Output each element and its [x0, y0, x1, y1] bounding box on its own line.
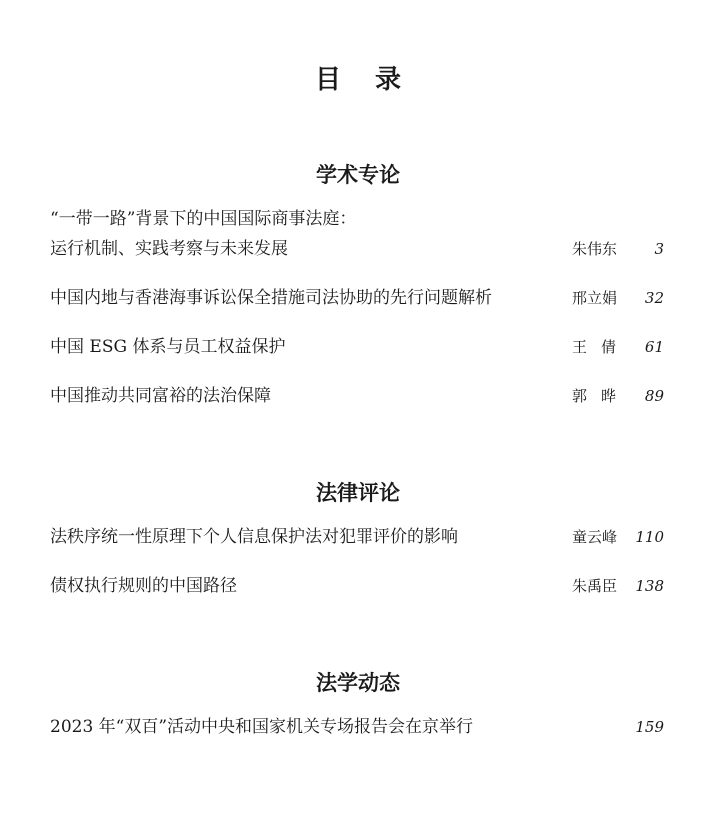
section-heading-law-review: 法律评论 — [316, 480, 400, 505]
entry-author: 朱伟东 — [572, 240, 618, 258]
toc-entry[interactable] — [50, 712, 666, 742]
entry-title-line: 债权执行规则的中国路径 — [50, 576, 237, 596]
entry-page-number: 89 — [644, 387, 664, 405]
entry-title-line: “一带一路”背景下的中国国际商事法庭： — [50, 209, 357, 229]
section-heading-academic: 学术专论 — [316, 162, 400, 187]
toc-entry[interactable] — [50, 522, 666, 552]
toc-entry[interactable] — [50, 283, 666, 313]
page-title: 目录 — [314, 65, 435, 95]
entry-page-number: 110 — [635, 528, 664, 546]
entry-title-line: 中国 ESG 体系与员工权益保护 — [50, 337, 286, 357]
toc-entry[interactable] — [50, 332, 666, 362]
entry-title-line: 法秩序统一性原理下个人信息保护法对犯罪评价的影响 — [50, 527, 458, 547]
entry-author: 朱禹臣 — [572, 577, 618, 595]
toc-entry[interactable] — [50, 204, 666, 264]
entry-title-line: 2023 年“双百”活动中央和国家机关专场报告会在京举行 — [50, 717, 474, 737]
entry-page-number: 61 — [644, 338, 664, 356]
entry-author: 童云峰 — [572, 528, 618, 546]
entry-page-number: 159 — [635, 718, 664, 736]
section-heading-legal-news: 法学动态 — [316, 670, 400, 695]
toc-entry[interactable] — [50, 381, 666, 411]
entry-title-line: 中国推动共同富裕的法治保障 — [50, 386, 271, 406]
entry-page-number: 32 — [644, 289, 664, 307]
entry-page-number: 3 — [654, 240, 664, 258]
entry-author: 王倩 — [572, 338, 631, 356]
toc-entry[interactable] — [50, 571, 666, 601]
entry-title-line: 中国内地与香港海事诉讼保全措施司法协助的先行问题解析 — [50, 288, 492, 308]
entry-page-number: 138 — [635, 577, 664, 595]
entry-title-line: 运行机制、实践考察与未来发展 — [50, 239, 288, 259]
entry-author: 邢立娟 — [572, 289, 618, 307]
entry-author: 郭晔 — [572, 387, 631, 405]
